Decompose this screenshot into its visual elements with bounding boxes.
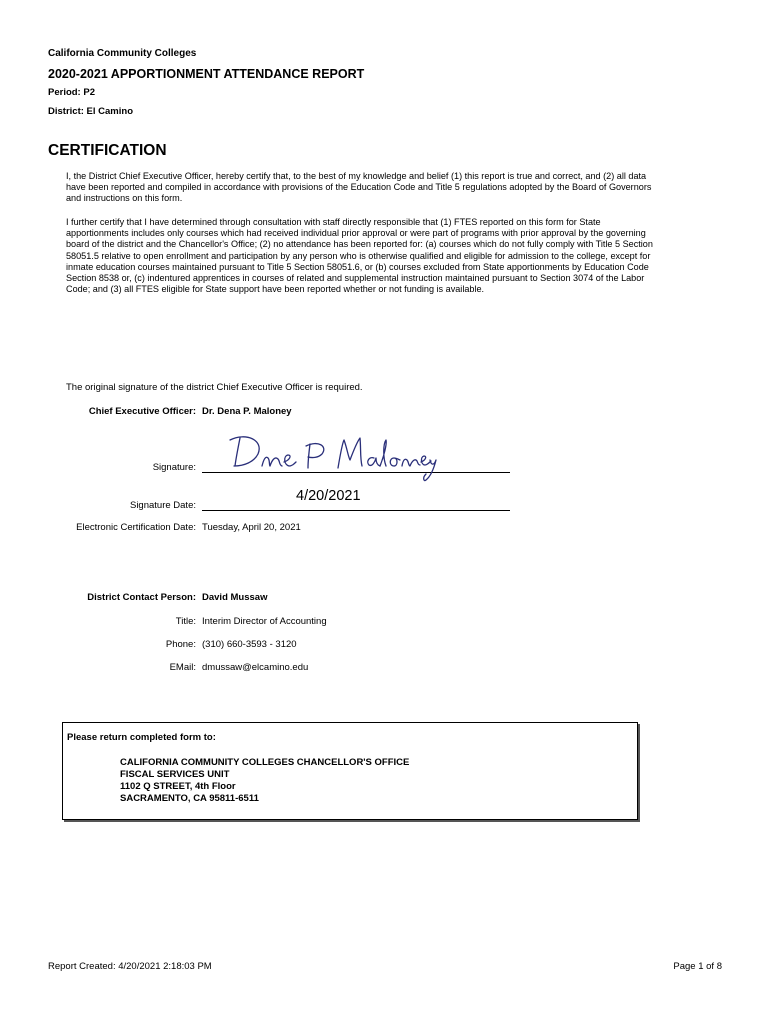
return-address-line: CALIFORNIA COMMUNITY COLLEGES CHANCELLOR'S OFFICE <box>120 757 410 768</box>
report-created-timestamp: Report Created: 4/20/2021 2:18:03 PM <box>48 961 212 972</box>
report-title: 2020-2021 APPORTIONMENT ATTENDANCE REPORT <box>48 67 365 81</box>
contact-phone-value: (310) 660-3593 - 3120 <box>202 639 297 650</box>
electronic-cert-label: Electronic Certification Date: <box>76 522 196 533</box>
signature-required-note: The original signature of the district Chief Executive Officer is required. <box>66 382 363 393</box>
certification-paragraph-1: I, the District Chief Executive Officer, hereby certify that, to the best of my knowledge and belief (1) this report is true and correct, and (2) all data have been reported and compiled in accordance with provisions of the Education Code and Title 5 regulations adopted by the Board of Governors and instructions on this form. <box>66 171 652 204</box>
contact-title-label: Title: <box>175 616 196 627</box>
handwritten-signature <box>226 430 441 482</box>
contact-email-value: dmussaw@elcamino.edu <box>202 662 309 673</box>
return-box-heading: Please return completed form to: <box>67 732 216 743</box>
contact-email-label: EMail: <box>169 662 196 673</box>
signature-label: Signature: <box>152 462 196 473</box>
ceo-name: Dr. Dena P. Maloney <box>202 406 292 417</box>
district-line <box>48 106 133 117</box>
contact-person-name: David Mussaw <box>202 592 268 603</box>
contact-person-label: District Contact Person: <box>87 592 196 603</box>
period-label: Period: <box>48 87 81 98</box>
page-number: Page 1 of 8 <box>673 961 722 972</box>
period-line <box>48 87 95 98</box>
ceo-label: Chief Executive Officer: <box>88 406 196 417</box>
certification-heading: CERTIFICATION <box>48 142 167 159</box>
signature-date-label: Signature Date: <box>129 500 196 511</box>
organization-name: California Community Colleges <box>48 48 197 59</box>
district-value: El Camino <box>86 106 133 117</box>
contact-phone-label: Phone: <box>165 639 196 650</box>
return-address-box <box>62 722 638 820</box>
signature-date-value: 4/20/2021 <box>296 488 361 504</box>
period-value: P2 <box>83 87 95 98</box>
certification-paragraph-2: I further certify that I have determined through consultation with staff directly responsible that (1) FTES reported on this form for State apportionments includes only courses which had received individual prior approval or were part of programs with prior approval by the governing board of the district and the Chancellor's Office; (2) no attendance has been reported for: (a) courses which do not fully comply with Title 5 Section 58051.5 relative to open enrollment and participation by any person who is otherwise qualified and eligible for admission to the college, except for inmate education courses maintained pursuant to Title 5 Section 58051.6, or (b) courses excluded from State apportionments by Education Code Section 8538 or, (c) indentured apprentices in courses of related and supplemental instruction maintained pursuant to Section 3074 of the Labor Code; and (3) all FTES eligible for State support have been reported whether or not funding is available. <box>66 217 653 295</box>
return-address <box>120 757 409 805</box>
signature-date-line <box>202 510 510 511</box>
electronic-cert-value: Tuesday, April 20, 2021 <box>202 522 301 533</box>
return-address-line: FISCAL SERVICES UNIT <box>120 769 230 780</box>
district-label: District: <box>48 106 84 117</box>
return-address-line: 1102 Q STREET, 4th Floor <box>120 781 236 792</box>
return-address-line: SACRAMENTO, CA 95811-6511 <box>120 793 259 804</box>
contact-title-value: Interim Director of Accounting <box>202 616 327 627</box>
